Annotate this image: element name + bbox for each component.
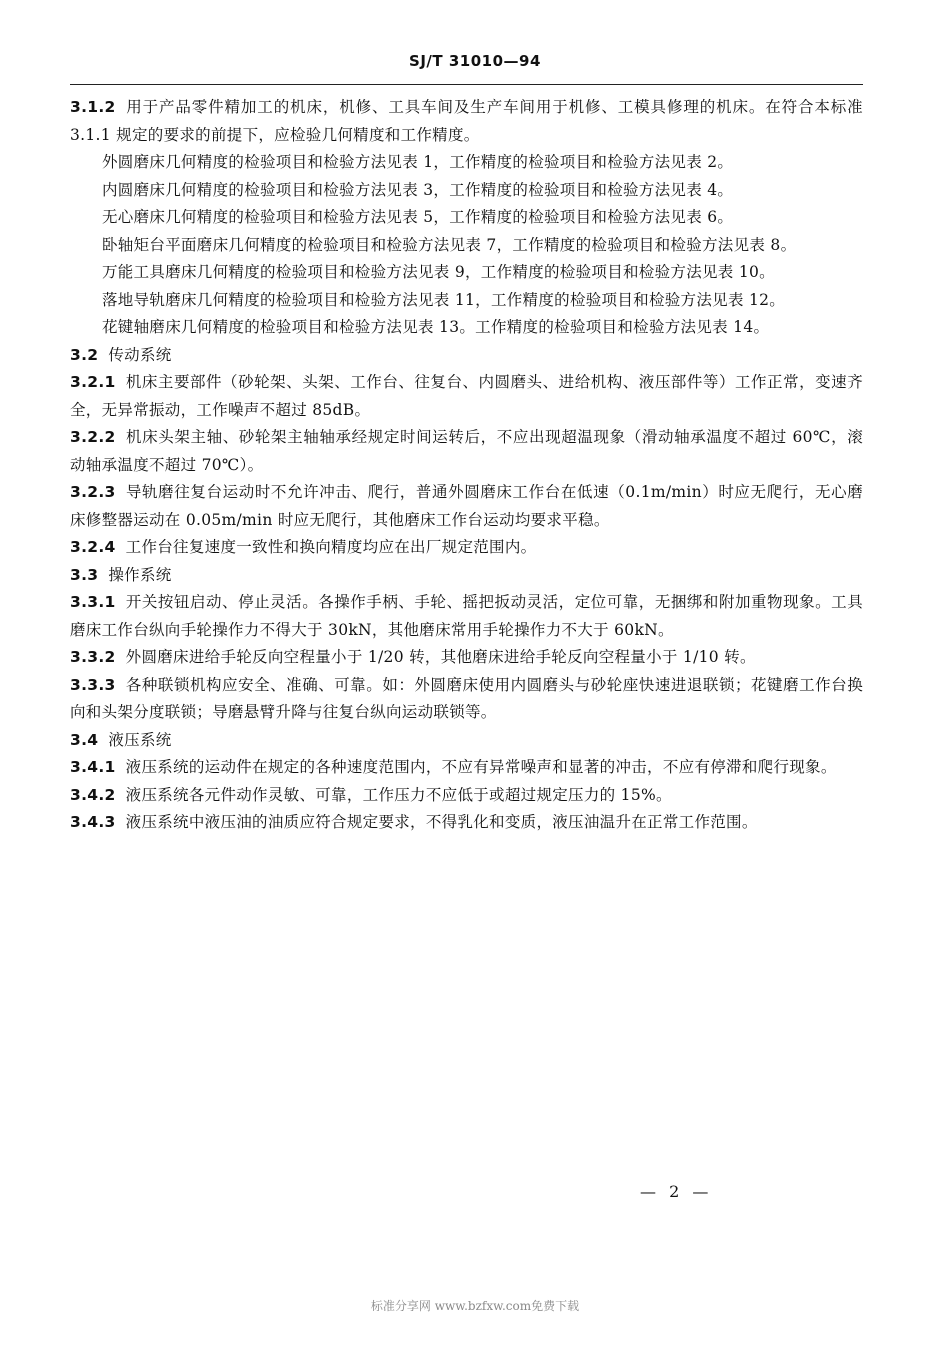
document-body bbox=[70, 94, 863, 837]
clause-number: 3.3 bbox=[70, 565, 99, 584]
paragraph-text: 外圆磨床进给手轮反向空程量小于 1/20 转，其他磨床进给手轮反向空程量小于 1/10 转。 bbox=[125, 648, 756, 666]
paragraph bbox=[70, 672, 863, 727]
paragraph-text: 机床头架主轴、砂轮架主轴轴承经规定时间运转后，不应出现超温现象（滑动轴承温度不超过 60℃，滚动轴承温度不超过 70℃）。 bbox=[70, 428, 863, 474]
clause-number: 3.4.2 bbox=[70, 785, 116, 804]
paragraph bbox=[70, 589, 863, 644]
document-code-header: SJ/T 31010—94 bbox=[409, 52, 541, 70]
clause-number: 3.3.1 bbox=[70, 593, 116, 611]
paragraph bbox=[70, 809, 863, 837]
clause-number: 3.4 bbox=[70, 730, 99, 749]
paragraph: 外圆磨床几何精度的检验项目和检验方法见表 1，工作精度的检验项目和检验方法见表 2。 bbox=[102, 153, 734, 171]
paragraph bbox=[70, 644, 863, 672]
paragraph bbox=[70, 94, 863, 149]
section-heading bbox=[70, 727, 863, 755]
clause-number: 3.2 bbox=[70, 345, 99, 364]
paragraph-text: 液压系统的运动件在规定的各种速度范围内，不应有异常噪声和显著的冲击，不应有停滞和爬行现象。 bbox=[125, 758, 837, 776]
paragraph-text: 机床主要部件（砂轮架、头架、工作台、往复台、内圆磨头、进给机构、液压部件等）工作正常，变速齐全，无异常振动，工作噪声不超过 85dB。 bbox=[70, 373, 863, 419]
section-title: 操作系统 bbox=[108, 565, 172, 584]
paragraph-text: 导轨磨往复台运动时不允许冲击、爬行，普通外圆磨床工作台在低速（0.1m/min）时应无爬行，无心磨床修整器运动在 0.05m/min 时应无爬行，其他磨床工作台运动均要求平稳。 bbox=[70, 483, 863, 529]
clause-number: 3.3.3 bbox=[70, 675, 116, 694]
paragraph bbox=[70, 754, 863, 782]
paragraph: 落地导轨磨床几何精度的检验项目和检验方法见表 11，工作精度的检验项目和检验方法见表 12。 bbox=[102, 290, 786, 309]
page-number: — 2 — bbox=[640, 1182, 713, 1201]
section-title: 液压系统 bbox=[108, 730, 172, 749]
paragraph: 内圆磨床几何精度的检验项目和检验方法见表 3，工作精度的检验项目和检验方法见表 4。 bbox=[102, 180, 734, 199]
clause-number: 3.1.2 bbox=[70, 98, 116, 116]
paragraph-text: 液压系统各元件动作灵敏、可靠，工作压力不应低于或超过规定压力的 15%。 bbox=[125, 785, 672, 804]
header-rule bbox=[70, 84, 863, 85]
paragraph-text: 用于产品零件精加工的机床，机修、工具车间及生产车间用于机修、工模具修理的机床。在符合本标准 3.1.1 规定的要求的前提下，应检验几何精度和工作精度。 bbox=[70, 98, 863, 144]
paragraph-text: 各种联锁机构应安全、准确、可靠。如：外圆磨床使用内圆磨头与砂轮座快速进退联锁；花键磨工作台换向和头架分度联锁；导磨悬臂升降与往复台纵向运动联锁等。 bbox=[70, 675, 863, 721]
clause-number: 3.4.3 bbox=[70, 813, 116, 831]
clause-number: 3.2.1 bbox=[70, 373, 116, 391]
clause-number: 3.4.1 bbox=[70, 758, 116, 776]
paragraph bbox=[70, 424, 863, 479]
paragraph: 无心磨床几何精度的检验项目和检验方法见表 5，工作精度的检验项目和检验方法见表 6。 bbox=[102, 208, 734, 226]
paragraph bbox=[70, 479, 863, 534]
paragraph: 卧轴矩台平面磨床几何精度的检验项目和检验方法见表 7，工作精度的检验项目和检验方法见表 8。 bbox=[102, 235, 797, 254]
paragraph: 万能工具磨床几何精度的检验项目和检验方法见表 9，工作精度的检验项目和检验方法见表 10。 bbox=[102, 263, 775, 281]
watermark-footer: 标准分享网 www.bzfxw.com免费下载 bbox=[370, 1299, 580, 1313]
clause-number: 3.2.4 bbox=[70, 538, 116, 556]
paragraph-text: 液压系统中液压油的油质应符合规定要求，不得乳化和变质，液压油温升在正常工作范围。 bbox=[125, 813, 758, 831]
paragraph bbox=[70, 369, 863, 424]
section-heading bbox=[70, 562, 863, 590]
section-heading bbox=[70, 342, 863, 370]
section-title: 传动系统 bbox=[108, 345, 172, 364]
paragraph bbox=[70, 782, 863, 810]
paragraph: 花键轴磨床几何精度的检验项目和检验方法见表 13。工作精度的检验项目和检验方法见表 14。 bbox=[102, 318, 770, 336]
paragraph-text: 工作台往复速度一致性和换向精度均应在出厂规定范围内。 bbox=[125, 538, 537, 556]
clause-number: 3.2.2 bbox=[70, 428, 116, 446]
clause-number: 3.2.3 bbox=[70, 483, 116, 501]
paragraph bbox=[70, 534, 863, 562]
clause-number: 3.3.2 bbox=[70, 648, 116, 666]
paragraph-text: 开关按钮启动、停止灵活。各操作手柄、手轮、摇把扳动灵活，定位可靠，无捆绑和附加重物现象。工具磨床工作台纵向手轮操作力不得大于 30kN，其他磨床常用手轮操作力不大于 60kN。 bbox=[70, 593, 863, 639]
